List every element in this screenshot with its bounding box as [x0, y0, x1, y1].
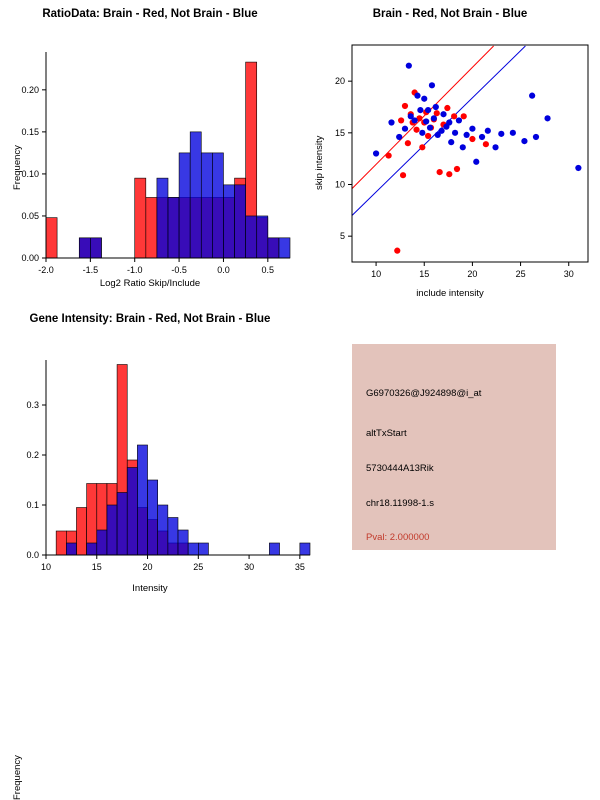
scatter-xlabel: include intensity	[416, 288, 484, 299]
svg-text:0.1: 0.1	[26, 500, 39, 510]
svg-text:-2.0: -2.0	[38, 265, 54, 275]
svg-text:0.0: 0.0	[26, 550, 39, 560]
svg-text:0.3: 0.3	[26, 400, 39, 410]
info-line-locus: chr18.11998-1.s	[366, 498, 434, 509]
scatter-plot	[300, 0, 600, 300]
hist-intensity-xlabel: Intensity	[132, 583, 168, 594]
svg-text:25: 25	[193, 562, 204, 572]
svg-text:-1.0: -1.0	[126, 265, 143, 275]
svg-text:30: 30	[563, 269, 574, 279]
svg-text:15: 15	[334, 127, 345, 138]
hist-intensity-ylabel: Frequency	[12, 755, 23, 800]
svg-text:0.2: 0.2	[26, 450, 39, 460]
svg-text:35: 35	[294, 562, 305, 572]
svg-text:10: 10	[334, 179, 345, 190]
svg-text:0.0: 0.0	[217, 265, 230, 275]
svg-text:20: 20	[142, 562, 153, 572]
svg-text:15: 15	[419, 269, 430, 279]
svg-text:0.5: 0.5	[261, 265, 275, 275]
svg-text:20: 20	[467, 269, 478, 279]
hist-ratio-plot	[0, 0, 300, 300]
info-line-probe: G6970326@J924898@i_at	[366, 388, 482, 399]
info-line-event: altTxStart	[366, 428, 407, 439]
scatter-ylabel: skip intensity	[314, 135, 325, 190]
svg-text:5: 5	[339, 231, 345, 242]
svg-text:0.05: 0.05	[21, 210, 39, 221]
hist-ratio-title: RatioData: Brain - Red, Not Brain - Blue	[42, 8, 258, 20]
svg-text:-0.5: -0.5	[171, 265, 187, 275]
hist-intensity-plot	[0, 300, 330, 600]
panel-scatter	[300, 0, 600, 300]
scatter-title: Brain - Red, Not Brain - Blue	[372, 8, 528, 20]
info-box	[352, 344, 556, 550]
svg-text:0.10: 0.10	[21, 168, 39, 179]
info-line-pval: Pval: 2.000000	[366, 532, 430, 543]
svg-text:10: 10	[371, 269, 382, 279]
svg-text:15: 15	[91, 562, 102, 572]
panel-hist-ratio	[0, 0, 300, 300]
svg-text:30: 30	[244, 562, 255, 572]
svg-text:20: 20	[334, 76, 345, 87]
svg-text:25: 25	[515, 269, 526, 279]
svg-text:10: 10	[40, 562, 52, 572]
hist-ratio-xlabel: Log2 Ratio Skip/Include	[99, 278, 201, 289]
hist-ratio-ylabel: Frequency	[12, 145, 23, 190]
svg-text:0.15: 0.15	[21, 126, 39, 137]
svg-text:0.20: 0.20	[21, 84, 39, 95]
svg-text:-1.5: -1.5	[82, 265, 99, 275]
panel-hist-intensity	[0, 300, 330, 800]
info-line-gene: 5730444A13Rik	[366, 463, 434, 474]
svg-text:0.00: 0.00	[21, 253, 39, 263]
hist-intensity-title: Gene Intensity: Brain - Red, Not Brain - Blue	[29, 313, 271, 325]
